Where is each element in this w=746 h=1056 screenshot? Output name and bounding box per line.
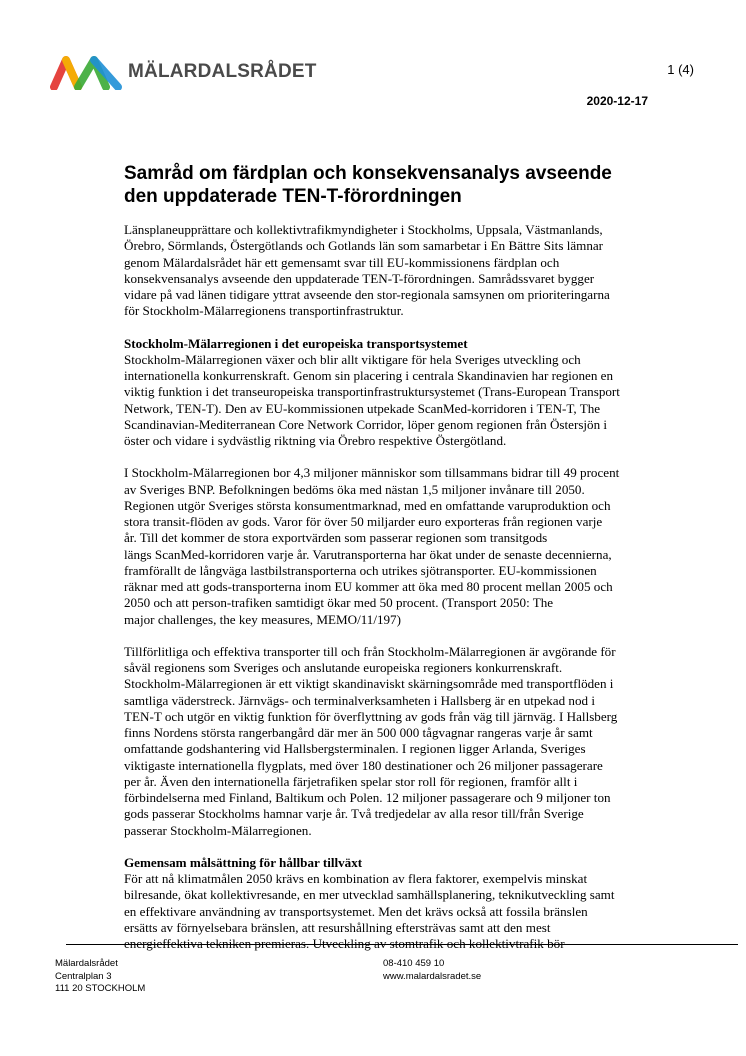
title-line: Samråd om färdplan och konsekvensanalys avseende <box>124 163 612 184</box>
text-line: Stockholm-Mälarregionen är ett viktigt skandinaviskt skärningsområde med transportflöden i <box>124 676 614 692</box>
text-line: en effektivare användning av transportsystemet. Men det krävs också att fossila bränslen <box>124 903 588 919</box>
text-line: genom Mälardalsrådet här ett gemensamt svar till EU-kommissionens färdplan och <box>124 254 560 270</box>
text-line: år. Till det kommer de stora exportvärden som passerar regionen som transitgods <box>124 530 548 546</box>
text-line: framförallt de långväga lastbilstransporterna och utrikes sjötransporter. EU-kommissionen <box>124 562 597 578</box>
text-line: För att nå klimatmålen 2050 krävs en kombination av flera faktorer, exempelvis minskat <box>124 871 588 886</box>
text-line: av Sveriges BNP. Befolkningen bedöms öka med nästan 1,5 miljoner invånare till 2050. <box>124 481 585 497</box>
text-line: Länsplaneupprättare och kollektivtrafikmyndigheter i Stockholms, Uppsala, Västmanlands, <box>124 222 603 237</box>
text-line: bilresande, ökat kollektivresande, en mer utvecklad samhällsplanering, teknikutveckling samt <box>124 887 615 903</box>
text-line: TEN-T och utgör en viktig funktion för överflyttning av gods från väg till järnväg. I Hallsberg <box>124 708 618 724</box>
text-line: viktig funktion i det transeuropeiska transportinfrastruktursystemet (Trans-European Transport <box>124 384 620 400</box>
footer-street: Centralplan 3 <box>55 970 112 982</box>
text-line: I Stockholm-Mälarregionen bor 4,3 miljoner människor som tillsammans bidrar till 49 procent <box>124 465 620 481</box>
text-line: samtliga väderstreck. Järnvägs- och terminalverksamheten i Hallsberg är en utpekad nod i <box>124 692 595 708</box>
text-line: längs ScanMed-korridoren varje år. Varutransporterna har ökat under de senaste decennierna, <box>124 546 612 562</box>
page-number: 1 (4) <box>667 62 694 77</box>
text-line: omfattande godshantering vid Hallsbergsterminalen. I regionen ligger Arlanda, Sveriges <box>124 741 586 757</box>
text-line: förbindelserna med Finland, Baltikum och Polen. 12 miljoner passagerare och 9 miljoner ton <box>124 790 611 805</box>
section2-paragraph <box>124 871 644 952</box>
document-body <box>124 222 644 968</box>
text-line: 2050 och att person-trafiken samtidigt ökar med 50 procent. (Transport 2050: The <box>124 595 554 611</box>
paragraph-population <box>124 465 644 628</box>
text-line: räknar med att gods-transporterna inom EU kommer att öka med 80 procent mellan 2005 och <box>124 579 613 594</box>
intro-paragraph <box>124 222 644 320</box>
text-line: Regionen utgör Sveriges största konsumentmarknad, med en omfattande varuproduktion och <box>124 497 611 513</box>
text-line: såväl regionens som Sveriges och anslutande europeiska regioners konkurrenskraft. <box>124 660 563 675</box>
footer-phone: 08-410 459 10 <box>383 958 445 969</box>
text-line: stora transit-flöden av gods. Varor för över 50 miljarder euro exporteras från regionen varje <box>124 514 603 529</box>
footer-website: www.malardalsradet.se <box>383 970 482 982</box>
footer-address <box>55 958 145 996</box>
paragraph-transports <box>124 644 644 839</box>
text-line: Scandinavian-Mediterranean Core Network Corridor, löper genom regionen från Östersjön i <box>124 416 608 432</box>
text-line: öster och vidare i sydvästlig riktning via Örebro respektive Östergötland. <box>124 433 507 448</box>
malardalsradet-logo-icon <box>50 54 122 90</box>
text-line: energieffektiva tekniken premieras. Utveckling av stomtrafik och kollektivtrafik bör <box>124 936 565 951</box>
section1-paragraph <box>124 352 644 450</box>
section-heading: Stockholm-Mälarregionen i det europeiska transportsystemet <box>124 335 468 351</box>
title-line: den uppdaterade TEN-T-förordningen <box>124 186 462 207</box>
section-heading: Gemensam målsättning för hållbar tillväxt <box>124 854 363 870</box>
text-line: Tillförlitliga och effektiva transporter till och från Stockholm-Mälarregionen är avgörande för <box>124 643 616 659</box>
document-title <box>124 162 664 208</box>
text-line: finns Nordens största rangerbangård där mer än 500 000 tågvagnar rangeras varje år samt <box>124 725 593 740</box>
text-line: Network, TEN-T). Den av EU-kommissionen utpekade ScanMed-korridoren i TEN-T, The <box>124 400 601 416</box>
text-line: vidare på vad länen tidigare yttrat avseende den stor-regionala samsynen om prioriteringarna <box>124 287 610 302</box>
document-date: 2020-12-17 <box>586 94 648 108</box>
text-line: internationella konkurrenskraft. Genom sin placering i centrala Skandinavien har regionen en <box>124 368 614 383</box>
logo <box>50 52 317 92</box>
text-line: Örebro, Sörmlands, Östergötlands och Gotlands län som samarbetar i En Bättre Sits lämnar <box>124 238 604 254</box>
text-line: viktigaste internationella flygplats, med över 180 destinationer och 26 miljoner passagerare <box>124 757 603 773</box>
text-line: gods passerar Stockholms hamnar varje år. Två tredjedelar av alla resor till/från Sverige <box>124 806 584 822</box>
text-line: för Stockholm-Mälarregionens transportinfrastruktur. <box>124 303 404 319</box>
text-line: konsekvensanalys avseende den uppdaterade TEN-T-förordningen. Samrådssvaret bygger <box>124 270 595 286</box>
text-line: major challenges, the key measures, MEMO/11/197) <box>124 611 401 627</box>
footer-divider <box>66 944 738 945</box>
footer-org: Mälardalsrådet <box>55 958 118 969</box>
logo-text: MÄLARDALSRÅDET <box>128 61 317 82</box>
text-line: ersätts av förnyelsebara bränslen, att resurshållning eftersträvas samt att den mest <box>124 919 551 935</box>
footer-postal: 111 20 STOCKHOLM <box>55 983 146 994</box>
footer-contact <box>383 958 481 983</box>
text-line: passerar Stockholm-Mälarregionen. <box>124 822 312 838</box>
text-line: Stockholm-Mälarregionen växer och blir allt viktigare för hela Sveriges utveckling och <box>124 351 581 367</box>
text-line: per år. Även den internationella färjetrafiken spelar stor roll för regionen, framför allt i <box>124 773 578 789</box>
